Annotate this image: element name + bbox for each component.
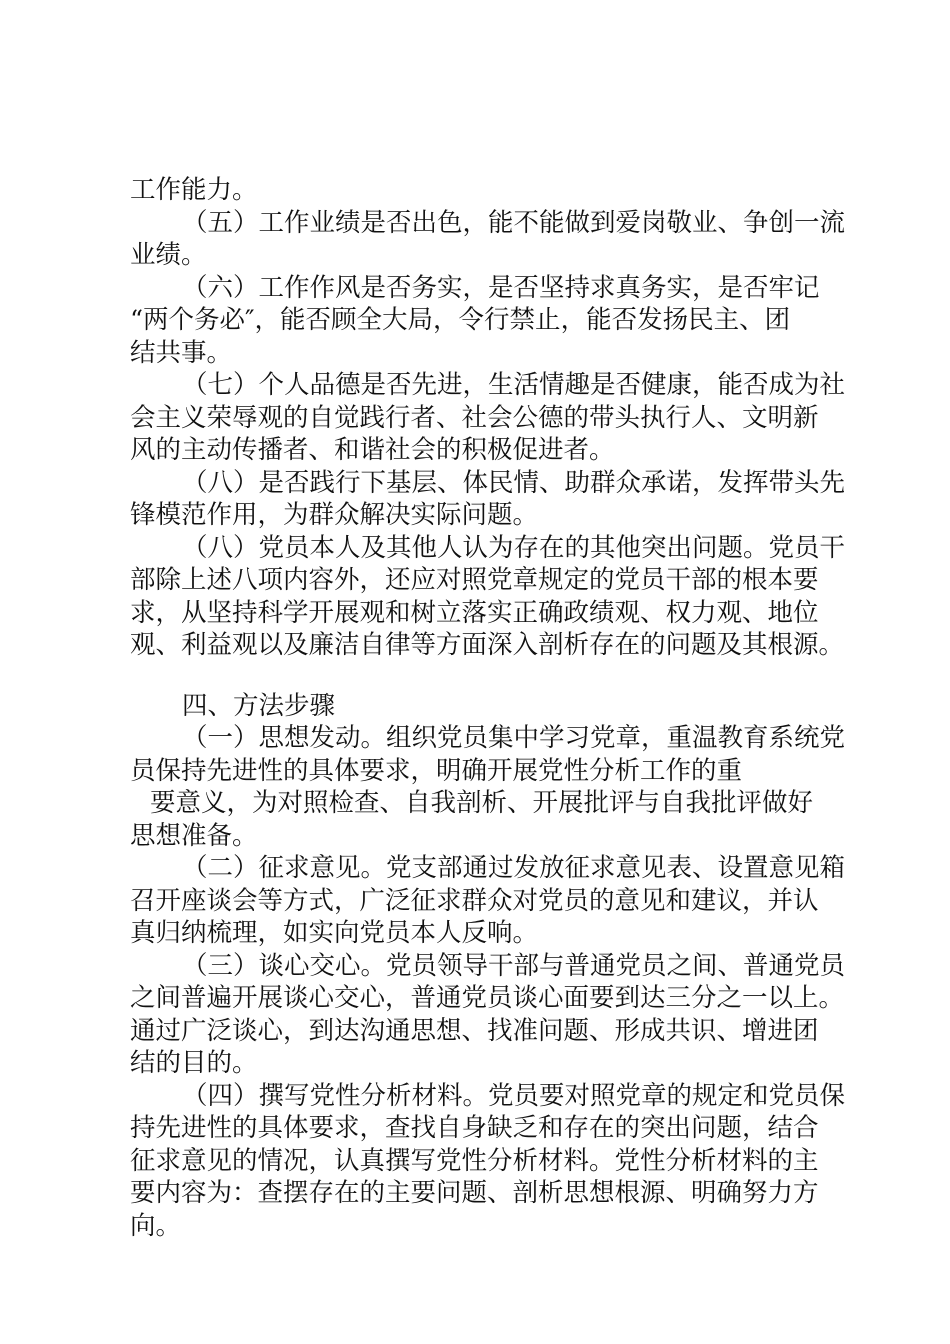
paragraph xyxy=(130,369,846,467)
text-line: 征求意见的情况，认真撰写党性分析材料。党性分析材料的主 xyxy=(130,1145,819,1176)
text-line: （六）工作作风是否务实，是否坚持求真务实，是否牢记 xyxy=(182,272,820,303)
paragraph xyxy=(130,272,838,370)
text-line: 会主义荣辱观的自觉践行者、社会公德的带头执行人、文明新 xyxy=(130,402,819,433)
paragraph xyxy=(130,950,846,1080)
text-line: 结的目的。 xyxy=(130,1048,258,1078)
paragraph xyxy=(130,1080,846,1243)
text-line: （三）谈心交心。党员领导干部与普通党员之间、普通党员 xyxy=(182,950,846,981)
text-line: 召开座谈会等方式，广泛征求群众对党员的意见和建议，并认 xyxy=(130,885,819,916)
text-line: 部除上述八项内容外，还应对照党章规定的党员干部的根本要 xyxy=(130,565,819,595)
text-line: 要意义，为对照检查、自我剖析、开展批评与自我批评做好 xyxy=(150,788,814,818)
paragraph xyxy=(130,207,846,272)
text-line: 真归纳梳理，如实向党员本人反响。 xyxy=(130,918,539,948)
paragraph-gap xyxy=(130,662,838,690)
paragraph xyxy=(130,787,838,852)
paragraph xyxy=(130,467,846,532)
text-line: 风的主动传播者、和谐社会的积极促进者。 xyxy=(130,435,615,465)
text-line: 要内容为：查摆存在的主要问题、剖析思想根源、明确努力方 xyxy=(130,1178,819,1208)
text-line: 向。 xyxy=(130,1210,182,1241)
text-line: 业绩。 xyxy=(130,240,207,270)
paragraph xyxy=(130,852,846,950)
text-line: （五）工作业绩是否出色，能不能做到爱岗敬业、争创一流 xyxy=(182,207,846,238)
text-line: 持先进性的具体要求，查找自身缺乏和存在的突出问题，结合 xyxy=(130,1113,819,1143)
text-line: 之间普遍开展谈心交心，普通党员谈心面要到达三分之一以上。 xyxy=(130,983,845,1013)
text-line: （七）个人品德是否先进，生活情趣是否健康，能否成为社 xyxy=(182,370,846,400)
document-body xyxy=(130,174,846,1242)
text-line: 工作能力。 xyxy=(130,175,258,205)
text-line: 员保持先进性的具体要求，明确开展党性分析工作的重 xyxy=(130,755,743,786)
text-line: 求，从坚持科学开展观和树立落实正确政绩观、权力观、地位 xyxy=(130,597,819,628)
text-line: 结共事。 xyxy=(130,337,233,368)
text-line: 锋模范作用，为群众解决实际问题。 xyxy=(130,500,539,530)
text-line: （二）征求意见。党支部通过发放征求意见表、设置意见箱 xyxy=(182,853,846,883)
text-line: （一）思想发动。组织党员集中学习党章，重温教育系统党 xyxy=(182,723,846,753)
text-line: 通过广泛谈心，到达沟通思想、找准问题、形成共识、增进团 xyxy=(130,1015,819,1046)
text-line: （四）撰写党性分析材料。党员要对照党章的规定和党员保 xyxy=(182,1080,846,1111)
text-line: （八）党员本人及其他人认为存在的其他突出问题。党员干 xyxy=(182,532,846,563)
section-heading: 四、方法步骤 xyxy=(182,690,336,721)
text-line: 观、利益观以及廉洁自律等方面深入剖析存在的问题及其根源。 xyxy=(130,630,845,660)
paragraph xyxy=(130,532,846,662)
text-line: 思想准备。 xyxy=(130,820,258,851)
text-line: （八）是否践行下基层、体民情、助群众承诺，发挥带头先 xyxy=(182,467,846,498)
text-line: “两个务必″，能否顾全大局，令行禁止，能否发扬民主、团 xyxy=(130,305,791,335)
paragraph xyxy=(130,174,838,207)
paragraph xyxy=(130,722,846,787)
